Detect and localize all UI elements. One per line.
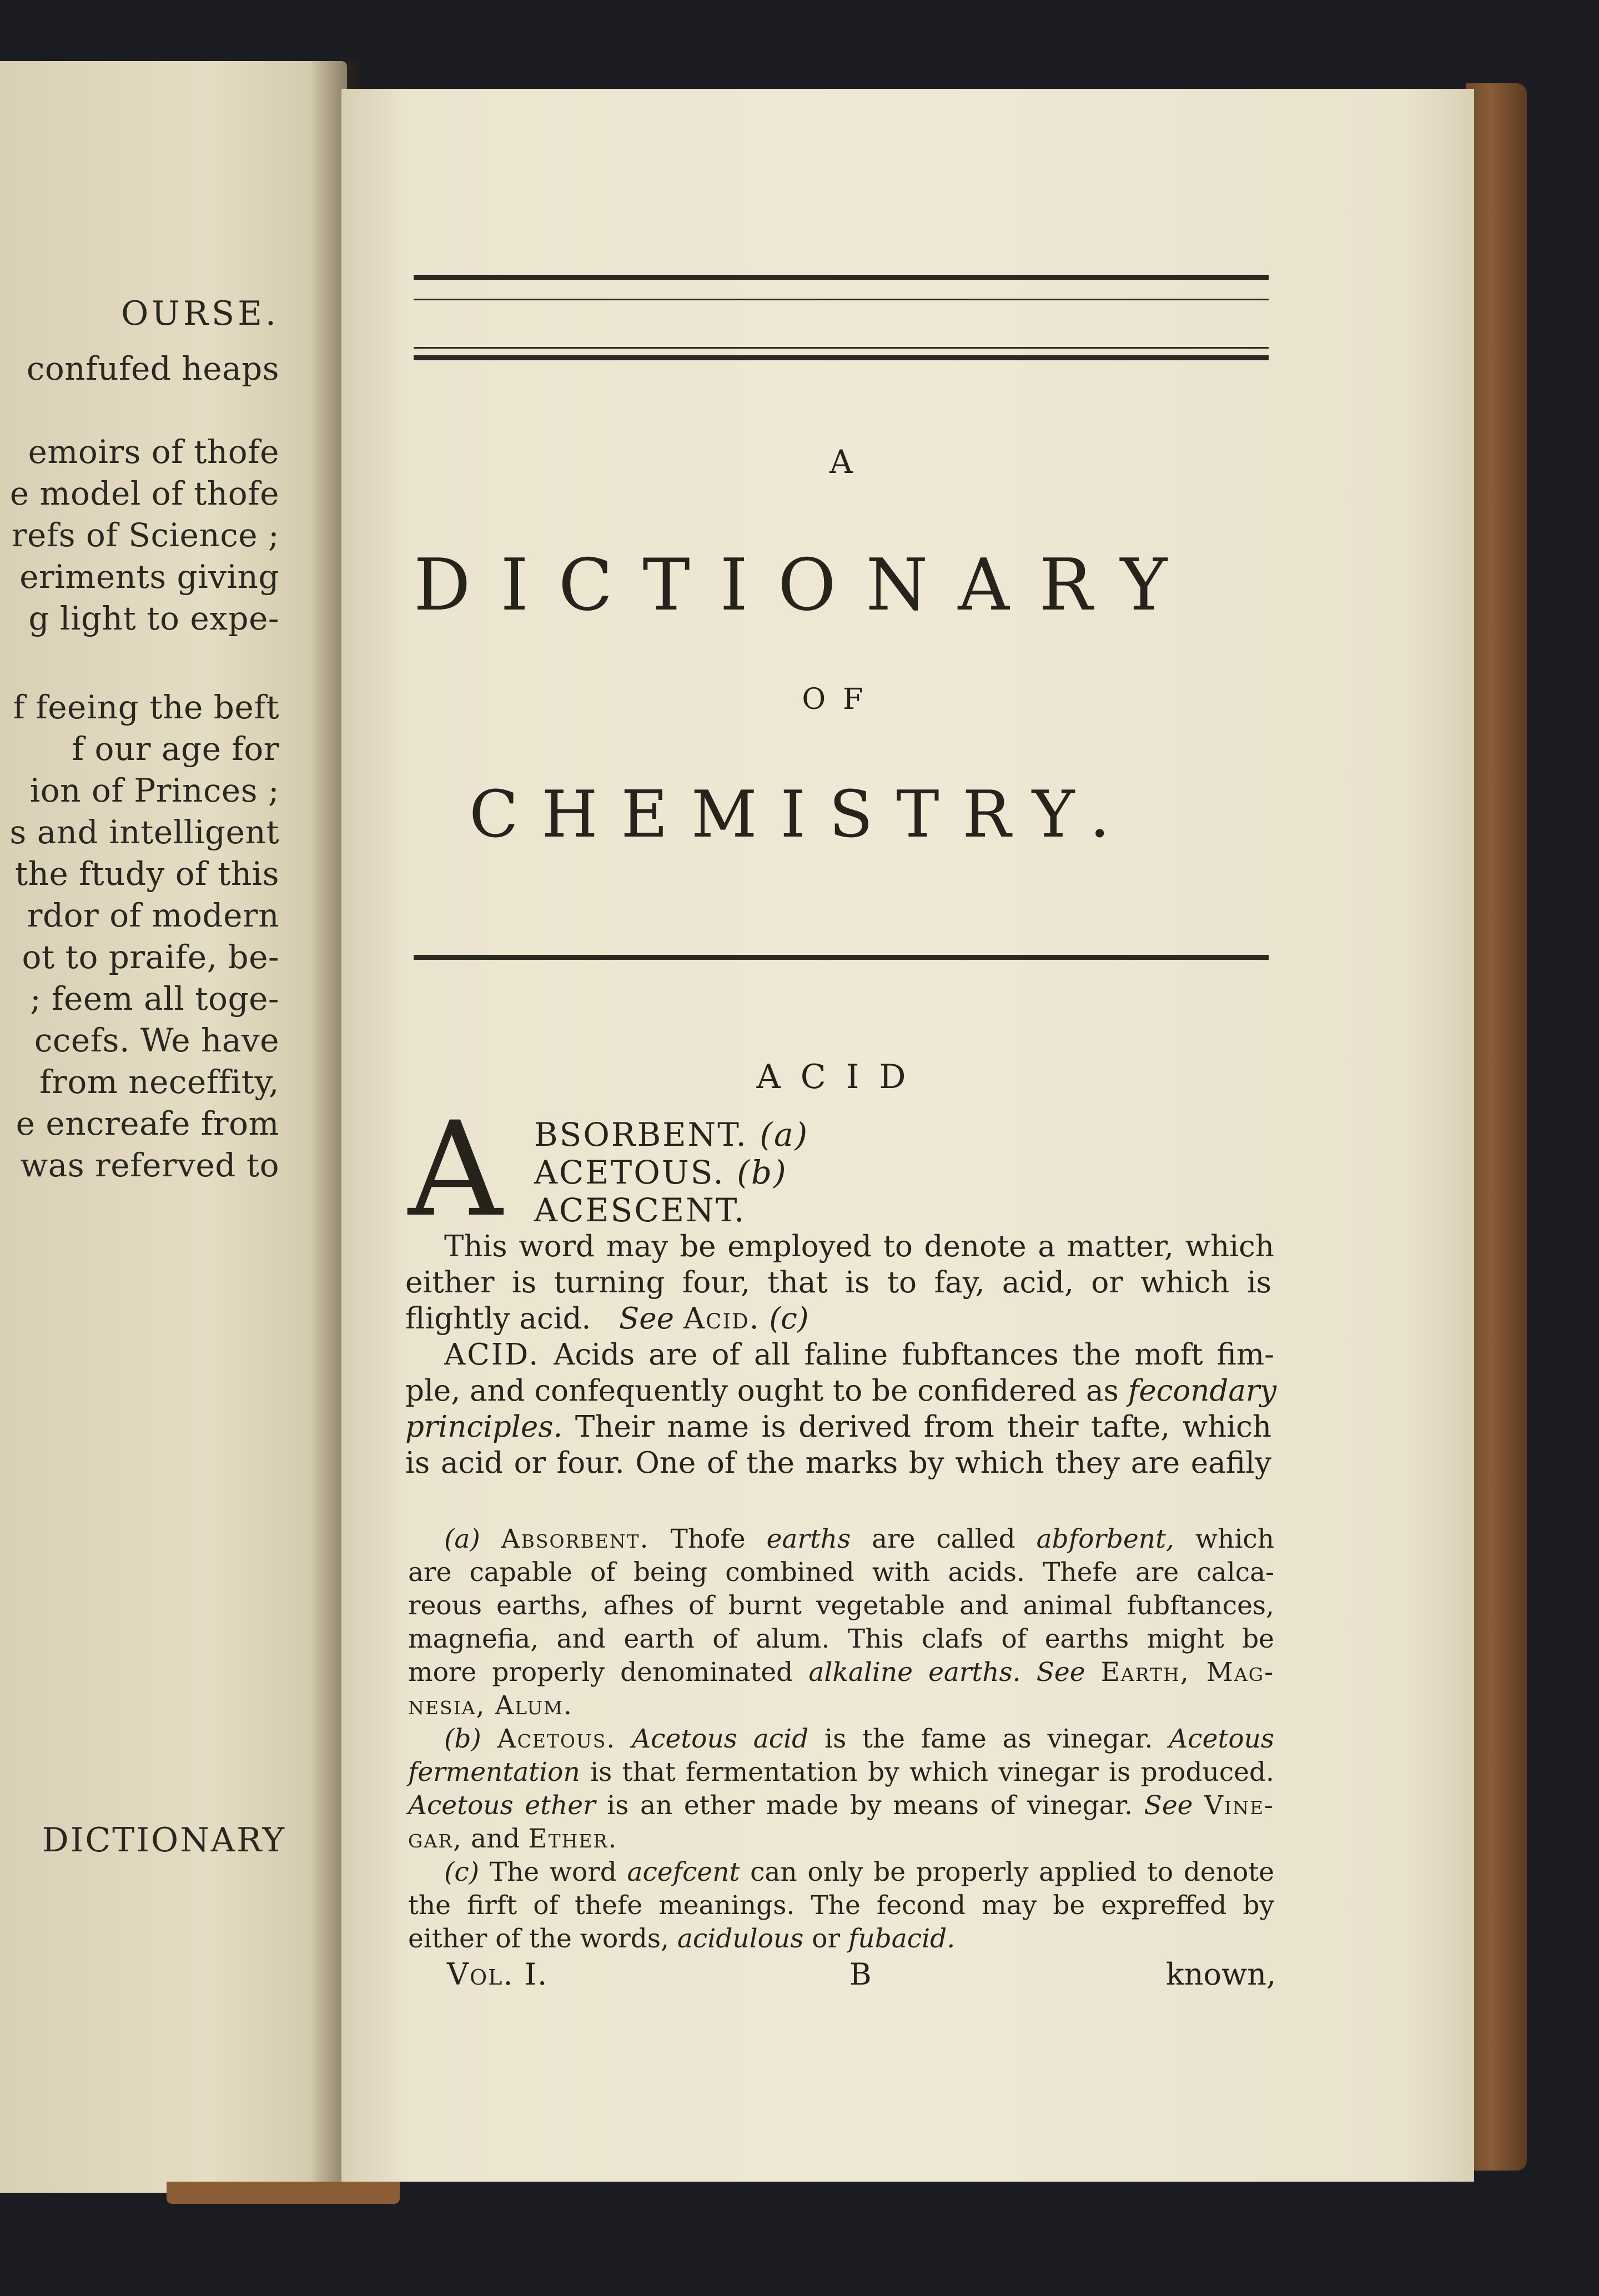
footnote-b: (b) Acetous. Acetous acid is the fame as vinegar. Acetous — [444, 1724, 1275, 1754]
left-page-line: refs of Science ; — [11, 516, 279, 554]
footnote-b-line: Acetous ether is an ether made by means of vinegar. See Vine- — [408, 1790, 1274, 1821]
footnote-a-line: are capable of being combined with acids. Thefe are calca- — [408, 1557, 1274, 1588]
body-line: ple, and confequently ought to be confidered as fecondary — [405, 1374, 1277, 1408]
footnote-c-line: either of the words, acidulous or fubacid. — [408, 1924, 956, 1954]
left-page-line: confufed heaps — [26, 350, 279, 387]
body-line: principles. Their name is derived from their tafte, which — [405, 1410, 1271, 1444]
left-page-heading: OURSE. — [121, 294, 279, 333]
left-page-catchword: DICTIONARY — [42, 1821, 286, 1860]
body-line: either is turning four, that is to fay, acid, or which is — [405, 1266, 1271, 1300]
running-head: ACID — [756, 1058, 926, 1096]
footnote-c-line: the firft of thefe meanings. The fecond may be expreffed by — [408, 1890, 1274, 1921]
body-line: flightly acid. See Acid. (c) — [405, 1302, 809, 1336]
left-page-line: ot to praife, be- — [22, 938, 279, 976]
footnote-c: (c) The word acefcent can only be properly applied to denote — [444, 1857, 1275, 1887]
left-page-line: from neceffity, — [39, 1063, 279, 1101]
book-cover-edge — [1466, 83, 1527, 2171]
left-page-line: ion of Princes ; — [29, 772, 279, 809]
left-page-line: ccefs. We have — [34, 1021, 279, 1059]
top-double-rule — [414, 275, 1269, 280]
entry-head-acetous: ACETOUS. (b) — [534, 1154, 788, 1191]
title-main: DICTIONARY — [414, 544, 1197, 627]
signature-mark: B — [849, 1957, 872, 1992]
left-page-line: the ftudy of this — [14, 855, 279, 893]
left-page-line: e encreafe from — [16, 1105, 279, 1142]
title-article: A — [829, 443, 853, 481]
left-page-line: s and intelligent — [9, 813, 279, 851]
footnote-a: (a) Absorbent. Thofe earths are called abforbent, which — [444, 1524, 1274, 1554]
left-page-line: emoirs of thofe — [28, 433, 279, 471]
book-cover-edge — [167, 2182, 400, 2204]
left-page-line: e model of thofe — [9, 475, 279, 512]
left-page-line: eriments giving — [19, 558, 279, 596]
footnote-a-line: magnefia, and earth of alum. This clafs of earths might be — [408, 1624, 1274, 1654]
title-subject: CHEMISTRY. — [469, 777, 1133, 852]
left-page-line: was referved to — [20, 1146, 279, 1184]
footnote-a-line: reous earths, afhes of burnt vegetable and animal fubftances, — [408, 1590, 1274, 1621]
title-divider-rule — [414, 955, 1269, 960]
title-of: OF — [802, 683, 881, 716]
left-page-line: g light to expe- — [28, 600, 279, 637]
entry-head-absorbent: BSORBENT. (a) — [534, 1116, 809, 1154]
left-page-line: f our age for — [72, 730, 279, 768]
footnote-b-line: fermentation is that fermentation by which vinegar is produced. — [408, 1757, 1274, 1788]
top-thin-rule — [414, 299, 1269, 300]
drop-cap: A — [408, 1094, 502, 1246]
entry-head-acescent: ACESCENT. — [534, 1191, 746, 1229]
left-page-line: f feeing the beft — [13, 688, 279, 726]
left-page-line: rdor of modern — [27, 897, 279, 934]
footnote-a-line: nesia, Alum. — [408, 1690, 573, 1721]
footnote-b-line: gar, and Ether. — [408, 1824, 618, 1854]
volume-number: Vol. I. — [447, 1957, 549, 1992]
left-page-line: ; feem all toge- — [30, 980, 279, 1018]
catchword: known, — [1166, 1957, 1276, 1992]
top-thick-rule — [414, 355, 1269, 360]
body-line: ACID. Acids are of all faline fubftances the moft fim- — [444, 1338, 1274, 1372]
top-thin-rule — [414, 347, 1269, 349]
left-page — [0, 61, 347, 2193]
footnote-a-line: more properly denominated alkaline earths. See Earth, Mag- — [408, 1657, 1274, 1688]
body-line: This word may be employed to denote a matter, which — [444, 1230, 1274, 1263]
body-line: is acid or four. One of the marks by which they are eafily — [405, 1446, 1271, 1480]
